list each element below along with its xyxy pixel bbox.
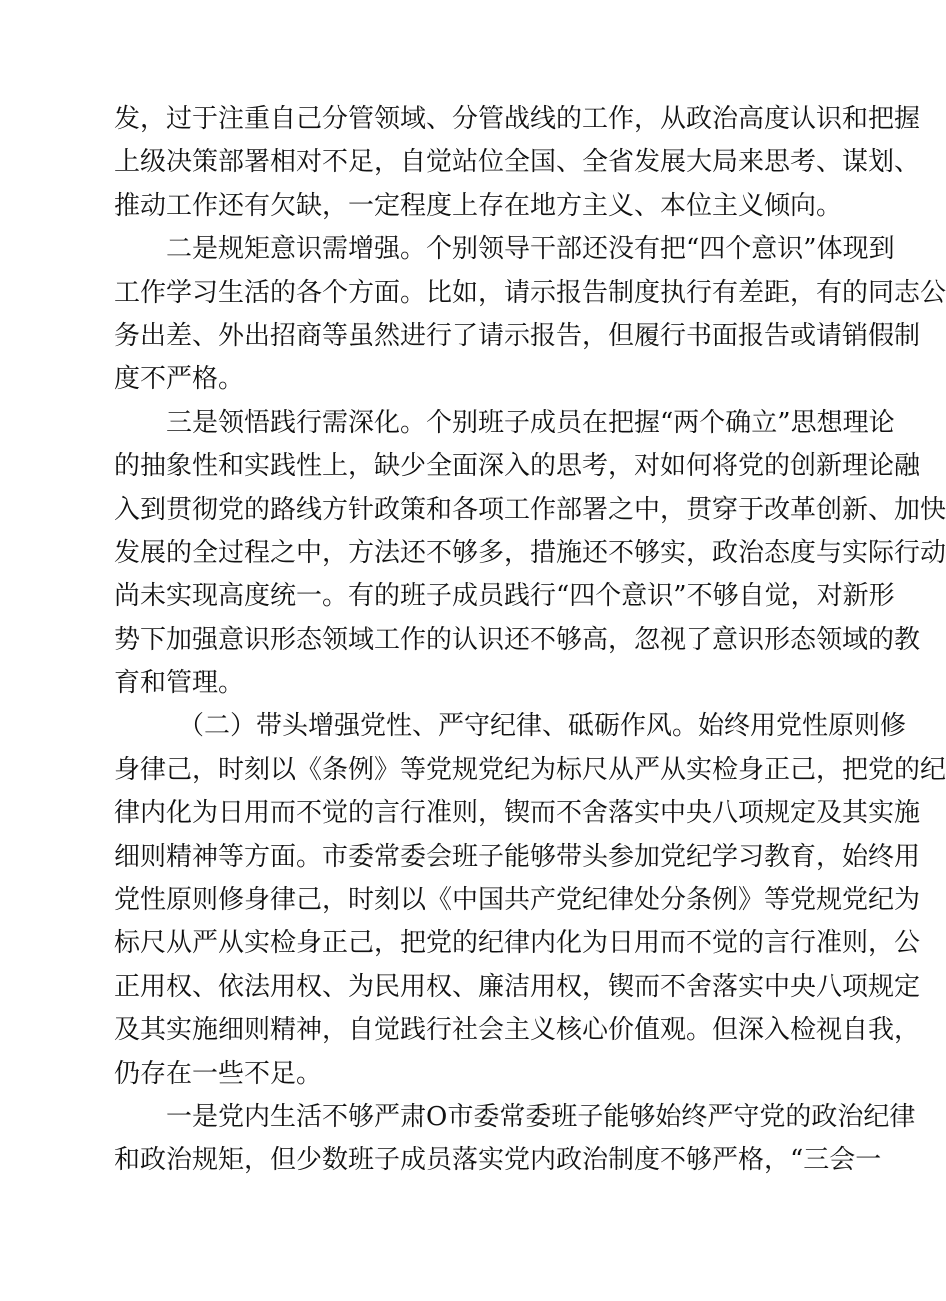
text-line: 细则精神等方面。市委常委会班子能够带头参加党纪学习教育，始终用	[114, 841, 921, 872]
section-heading-line: （二）带头增强党性、严守纪律、砥砺作风。始终用党性原则修	[178, 711, 907, 742]
text-line: 尚未实现高度统一。有的班子成员践行“四个意识”不够自觉，对新形	[114, 581, 895, 612]
text-line: 标尺从严从实检身正己，把党的纪律内化为日用而不觉的言行准则，公	[114, 928, 921, 959]
text-line: 发展的全过程之中，方法还不够多，措施还不够实，政治态度与实际行动	[114, 537, 946, 568]
text-line: 上级决策部署相对不足，自觉站位全国、全省发展大局来思考、谋划、	[114, 147, 921, 178]
text-line: 及其实施细则精神，自觉践行社会主义核心价值观。但深入检视自我，	[114, 1015, 921, 1046]
text-line: 推动工作还有欠缺，一定程度上存在地方主义、本位主义倾向。	[114, 190, 843, 221]
paragraph-start-line: 三是领悟践行需深化。个别班子成员在把握“两个确立”思想理论	[166, 407, 895, 438]
text-line: 党性原则修身律己，时刻以《中国共产党纪律处分条例》等党规党纪为	[114, 885, 921, 916]
text-line: 度不严格。	[114, 364, 245, 395]
text-line: 律内化为日用而不觉的言行准则，锲而不舍落实中央八项规定及其实施	[114, 798, 921, 829]
text-line: 育和管理。	[114, 668, 245, 699]
text-line: 身律己，时刻以《条例》等党规党纪为标尺从严从实检身正己，把党的纪	[114, 754, 946, 785]
text-line: 发，过于注重自己分管领域、分管战线的工作，从政治高度认识和把握	[114, 104, 921, 134]
paragraph-start-line: 一是党内生活不够严肃O市委常委班子能够始终严守党的政治纪律	[166, 1101, 916, 1132]
text-line: 的抽象性和实践性上，缺少全面深入的思考，对如何将党的创新理论融	[114, 451, 921, 482]
text-line: 工作学习生活的各个方面。比如，请示报告制度执行有差距，有的同志公	[114, 277, 946, 308]
paragraph-start-line: 二是规矩意识需增强。个别领导干部还没有把“四个意识”体现到	[166, 234, 895, 265]
text-line: 势下加强意识形态领域工作的认识还不够高，忽视了意识形态领域的教	[114, 624, 921, 655]
text-line: 仍存在一些不足。	[114, 1058, 323, 1089]
text-line: 和政治规矩，但少数班子成员落实党内政治制度不够严格，“三会一	[114, 1145, 882, 1176]
text-line: 务出差、外出招商等虽然进行了请示报告，但履行书面报告或请销假制	[114, 320, 921, 351]
text-line: 入到贯彻党的路线方针政策和各项工作部署之中，贯穿于改革创新、加快	[114, 494, 946, 525]
document-body	[114, 98, 946, 1183]
text-line: 正用权、依法用权、为民用权、廉洁用权，锲而不舍落实中央八项规定	[114, 971, 921, 1002]
